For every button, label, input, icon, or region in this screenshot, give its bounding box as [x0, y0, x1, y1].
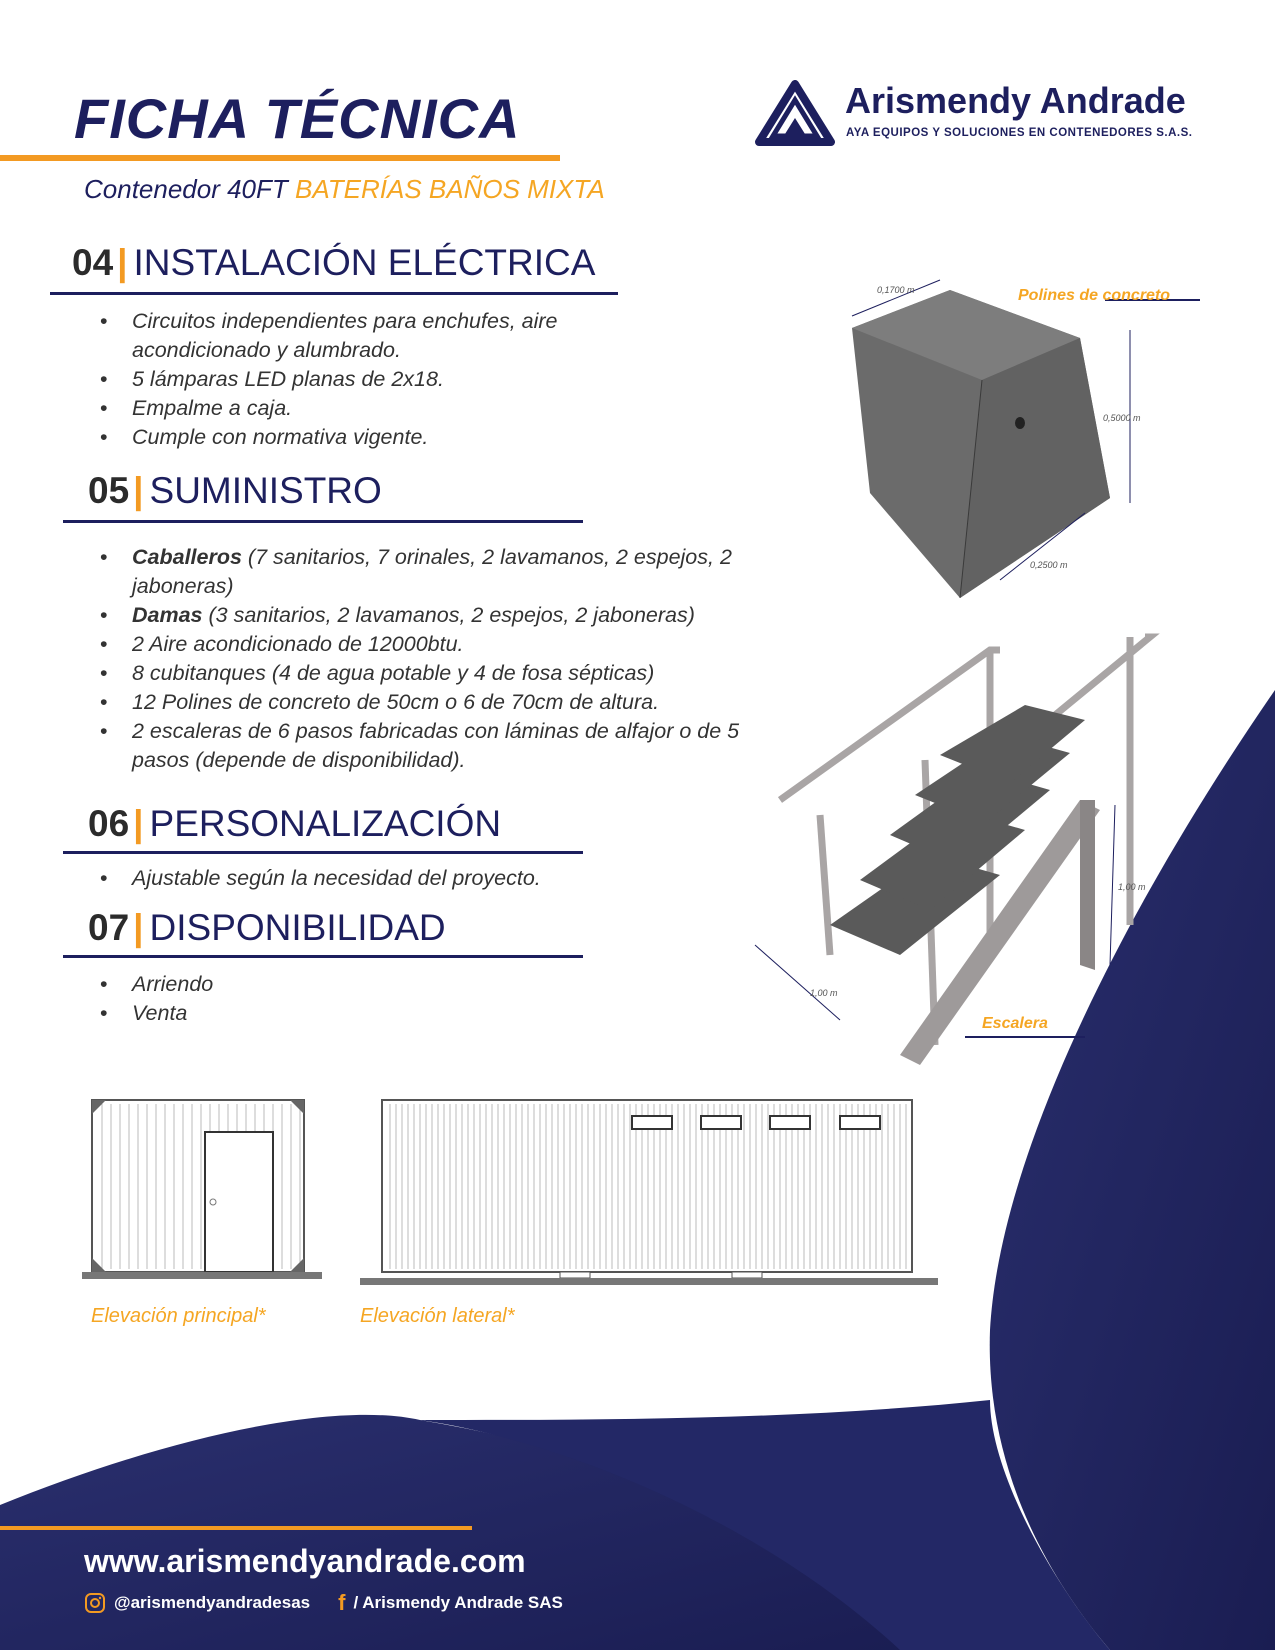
list-item: • 5 lámparas LED planas de 2x18. [100, 365, 620, 394]
section-underline [63, 851, 583, 854]
section-04 [0, 240, 740, 452]
section-underline [63, 955, 583, 958]
item-text: 8 cubitanques (4 de agua potable y 4 de fosa sépticas) [132, 661, 655, 685]
list-item [100, 717, 740, 775]
dimension-label: 0,1700 m [877, 285, 915, 295]
section-underline [63, 520, 583, 523]
item-bold: Damas [132, 603, 203, 627]
content-column [0, 240, 740, 1028]
logo-tagline: AYA EQUIPOS Y SOLUCIONES EN CONTENEDORES S.A.S. [846, 127, 1193, 139]
section-number: 04 [72, 242, 114, 283]
list-item [100, 659, 740, 688]
list-item: • Cumple con normativa vigente. [100, 423, 620, 452]
list-item: • Venta [100, 999, 500, 1028]
social-links [84, 1590, 563, 1616]
list-item: • Ajustable según la necesidad del proyecto. [100, 864, 700, 893]
list-item: • Arriendo [100, 970, 500, 999]
list-item [100, 688, 740, 717]
page-title: FICHA TÉCNICA [74, 87, 521, 150]
concrete-block-illustration [840, 268, 1200, 618]
subtitle-prefix: Contenedor 40FT [84, 174, 288, 204]
subtitle [84, 174, 605, 205]
stair-illustration [750, 625, 1200, 1075]
section-05 [0, 468, 740, 775]
instagram-icon [84, 1592, 106, 1614]
dimension-label: 0,2500 m [1030, 560, 1068, 570]
polin-label: Polines de concreto [1018, 287, 1171, 304]
item-text: (7 sanitarios, 7 orinales, 2 lavamanos, 2 espejos, 2 jaboneras) [132, 545, 732, 598]
section-07 [0, 905, 740, 1028]
dimension-label: 1,00 m [810, 988, 838, 998]
section-06 [0, 801, 740, 893]
front-elevation-caption: Elevación principal* [91, 1305, 266, 1327]
logo-triangle-icon [755, 80, 835, 146]
section-heading-06: 06 | PERSONALIZACIÓN [88, 803, 502, 844]
front-elevation-drawing [80, 1094, 326, 1294]
side-elevation-drawing [360, 1094, 940, 1294]
section-title: INSTALACIÓN ELÉCTRICA [133, 242, 596, 283]
section-heading-07: 07 | DISPONIBILIDAD [88, 907, 446, 948]
subtitle-highlight: BATERÍAS BAÑOS MIXTA [295, 174, 605, 204]
section-number: 05 [88, 470, 130, 511]
facebook-icon: f [338, 1590, 346, 1615]
section-title: PERSONALIZACIÓN [149, 803, 502, 844]
list-item [100, 543, 740, 601]
section-heading-05: 05 | SUMINISTRO [88, 470, 382, 511]
section-number: 07 [88, 907, 130, 948]
section-underline [50, 292, 618, 295]
section-05-list [100, 543, 740, 775]
item-text: 2 escaleras de 6 pasos fabricadas con láminas de alfajor o de 5 pasos (depende de disponibilidad). [132, 719, 740, 772]
facebook-handle: / Arismendy Andrade SAS [353, 1593, 563, 1612]
item-text: (3 sanitarios, 2 lavamanos, 2 espejos, 2 jaboneras) [202, 603, 695, 627]
instagram-link[interactable] [84, 1590, 310, 1616]
title-underline [0, 155, 560, 161]
list-item [100, 630, 740, 659]
section-04-list [100, 307, 620, 452]
logo-name: Arismendy Andrade [845, 80, 1186, 121]
instagram-handle: @arismendyandradesas [114, 1593, 311, 1612]
section-07-list [100, 970, 500, 1028]
stair-label: Escalera [982, 1015, 1048, 1032]
dimension-label: 0,5000 m [1103, 413, 1141, 423]
item-bold: Caballeros [132, 545, 242, 569]
company-logo [755, 80, 1225, 146]
section-title: DISPONIBILIDAD [149, 907, 446, 948]
section-heading-04: 04 | INSTALACIÓN ELÉCTRICA [72, 242, 596, 283]
section-number: 06 [88, 803, 130, 844]
website-link[interactable]: www.arismendyandrade.com [84, 1543, 526, 1579]
dimension-label: 1,00 m [1118, 882, 1146, 892]
list-item: • Empalme a caja. [100, 394, 620, 423]
side-elevation-caption: Elevación lateral* [360, 1305, 515, 1327]
item-text: 12 Polines de concreto de 50cm o 6 de 70cm de altura. [132, 690, 660, 714]
footer-orange-line [0, 1526, 472, 1530]
item-text: 2 Aire acondicionado de 12000btu. [132, 632, 464, 656]
list-item [100, 601, 740, 630]
section-06-list [100, 864, 700, 893]
section-title: SUMINISTRO [149, 470, 382, 511]
list-item: • Circuitos independientes para enchufes, aire acondicionado y alumbrado. [100, 307, 620, 365]
facebook-link[interactable] [338, 1590, 563, 1616]
